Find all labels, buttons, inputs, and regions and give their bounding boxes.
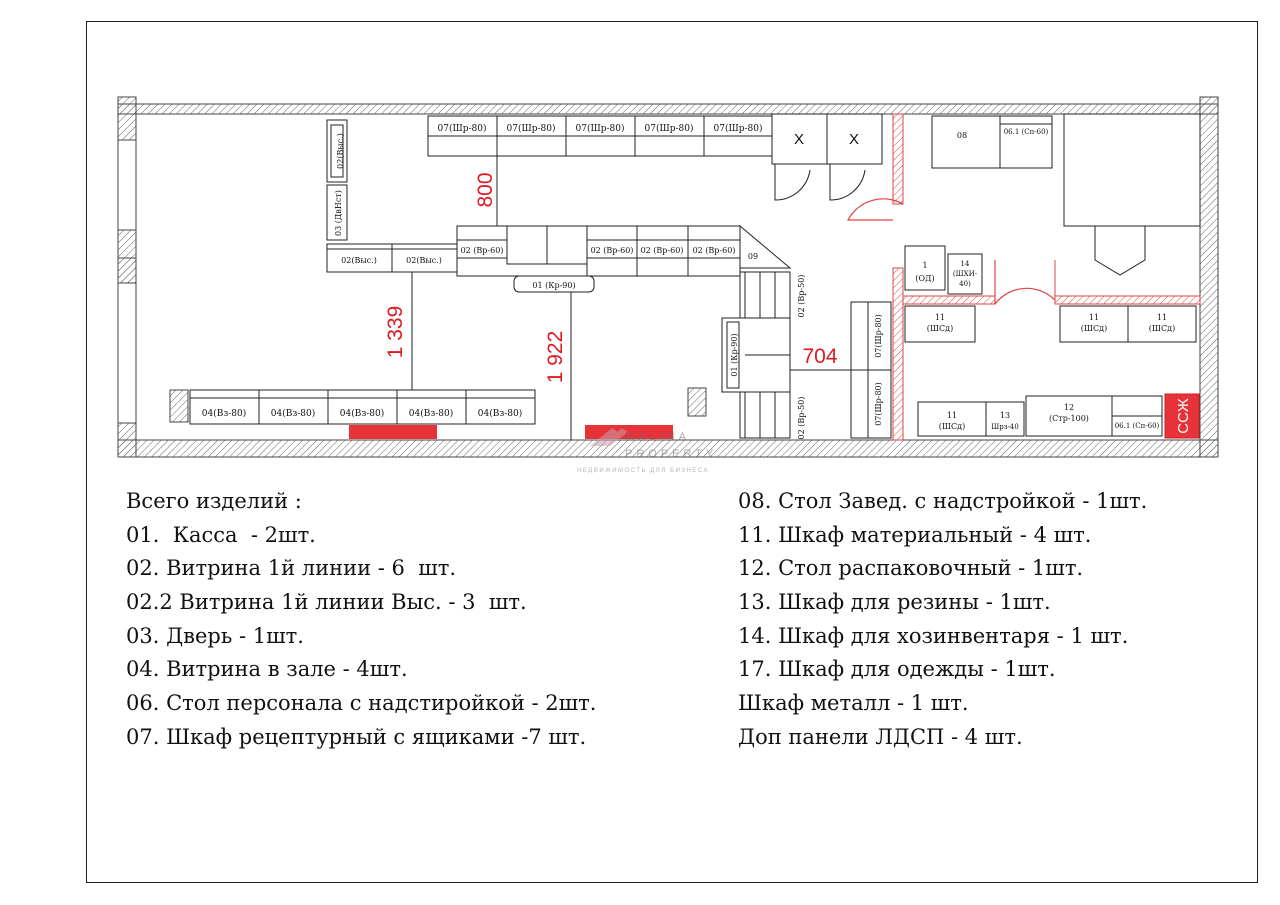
door-03-label: 03 (ДвНст) [334,190,343,236]
side-counter [722,272,806,439]
legend-item: 17. Шкаф для одежды - 1шт. [738,657,1056,682]
legend-right [738,485,1147,755]
hall-showcase-label: 04(Вз-80) [270,409,316,419]
office-room [932,114,1200,275]
left-high-cabinet [327,120,347,240]
top-cabinets-07 [428,116,772,156]
room-061-top-label: 06.1 (Сп-60) [1003,128,1049,136]
legend-item: 01. Касса - 2шт. [126,522,316,547]
side-02-lower-label: 02 (Вр-50) [797,396,806,440]
cab-12-name: (Стр-100) [1049,414,1089,423]
legend-item: Всего изделий : [126,489,302,513]
right-col-label: 07(Шр-80) [874,382,883,426]
legend-item: 14. Шкаф для хозинвентаря - 1 шт. [738,623,1129,648]
cab-13-name: Шрз-40 [991,423,1019,431]
corner-09-label: 09 [747,252,759,261]
top-cabinet-label: 07(Шр-80) [506,124,556,134]
room-061-bottom-label: 06.1 (Сп-60) [1114,422,1160,430]
cash-01-side-label: 01 (Кр-90) [730,333,739,377]
od-name: (ОД) [915,274,935,283]
cab-11-name: (ШСд) [1080,324,1108,333]
right-col-cabinets [851,302,891,438]
high-counter-label: 02(Выс.) [341,256,377,265]
dim-1339: 1 339 [384,305,407,359]
legend-item: 11. Шкаф материальный - 4 шт. [738,522,1092,547]
ssz-label: ССЖ [1175,398,1192,434]
x-cabinets [772,114,882,200]
small-cabinets [905,246,982,294]
right-col-label: 07(Шр-80) [874,314,883,358]
legend-item: 12. Стол распаковочный - 1шт. [738,556,1084,581]
legend-item: 13. Шкаф для резины - 1шт. [738,590,1051,615]
top-cabinet-label: 07(Шр-80) [437,124,487,134]
legend-left [126,485,596,755]
top-cabinet-label: 07(Шр-80) [713,124,763,134]
side-02-upper-label: 02 (Вр-50) [797,274,806,318]
high-counter-left [327,244,457,272]
dim-1922: 1 922 [544,330,567,384]
legend-item: 07. Шкаф рецептурный с ящиками -7 шт. [126,724,587,749]
x-mark: X [793,131,805,148]
high-counter-label: 02(Выс.) [406,256,442,265]
legend-item: 02. Витрина 1й линии - 6 шт. [126,556,457,581]
bottom-right-row [918,394,1199,438]
hall-showcase-label: 04(Вз-80) [408,409,454,419]
dim-800: 800 [474,172,497,208]
cab-11-code: 11 [1088,313,1100,322]
legend-item: 02.2 Витрина 1й линии Выс. - 3 шт. [126,590,527,615]
counter-label: 02 (Вр-60) [692,246,736,255]
hall-showcase-label: 04(Вз-80) [339,409,385,419]
material-cabinets [905,306,1196,342]
high-cabinet-label: 02(Выс.) [336,133,345,169]
hall-showcases [190,390,673,439]
watermark-brand2: PROPERTY [625,448,718,460]
legend-item: 04. Витрина в зале - 4шт. [126,657,408,682]
shkh-code: 14 [960,260,970,268]
cab-13-code: 13 [999,411,1011,420]
cab-12-code: 12 [1063,403,1075,412]
legend-item: Доп панели ЛДСП - 4 шт. [738,724,1023,749]
shkh-size: 40) [959,280,971,288]
cab-11-code: 11 [946,411,958,420]
hall-showcase-label: 04(Вз-80) [201,409,247,419]
counter-label: 02 (Вр-60) [590,246,634,255]
od-code: 1 [922,261,928,270]
cab-11-name: (ШСд) [938,422,966,431]
watermark-brand: MALINA [625,431,690,443]
cab-11-code: 11 [934,313,946,322]
watermark-sub: НЕДВИЖИМОСТЬ ДЛЯ БИЗНЕСА [576,468,710,474]
top-cabinet-label: 07(Шр-80) [575,124,625,134]
counter-label: 02 (Вр-60) [460,246,504,255]
top-cabinet-label: 07(Шр-80) [644,124,694,134]
room-08-label: 08 [956,131,968,140]
legend-item: 06. Стол персонала с надстиройкой - 2шт. [126,691,597,716]
cab-11-name: (ШСд) [926,324,954,333]
counter-label: 02 (Вр-60) [640,246,684,255]
dim-704: 704 [802,345,838,368]
legend-item: 08. Стол Завед. с надстройкой - 1шт. [738,489,1148,513]
hall-showcase-label: 04(Вз-80) [477,409,523,419]
cash-01-label: 01 (Кр-90) [532,281,576,290]
cab-11-code: 11 [1156,313,1168,322]
cab-11-name: (ШСд) [1148,324,1176,333]
shkh-name: (ШХИ- [952,270,978,278]
x-mark: X [848,131,860,148]
legend-item: 03. Дверь - 1шт. [126,623,304,648]
legend-item: Шкаф металл - 1 шт. [738,691,969,716]
